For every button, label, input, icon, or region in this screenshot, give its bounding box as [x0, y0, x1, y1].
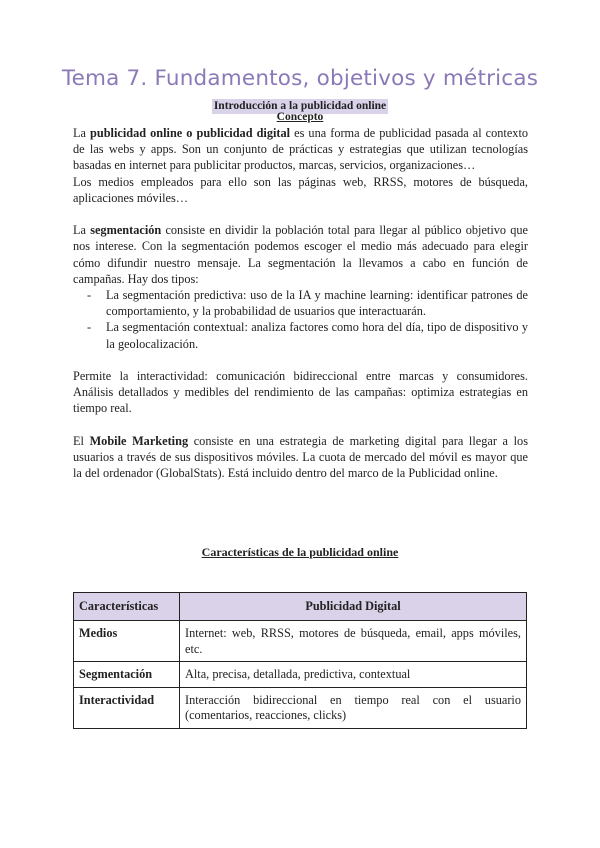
intro-bold-term: publicidad online o publicidad digital: [90, 126, 291, 140]
table-cell: Interactividad: [74, 687, 180, 728]
page-title: Tema 7. Fundamentos, objetivos y métricas: [61, 66, 539, 91]
segmentation-list: [73, 287, 528, 352]
table-header-cell: Publicidad Digital: [180, 593, 527, 621]
list-item: - La segmentación predictiva: uso de la IA y machine learning: identificar patrones de comportamiento, y la probabilidad de usuarios que interactuarán.: [106, 287, 528, 319]
table-title: Características de la publicidad online: [201, 545, 399, 559]
table-header-cell: Características: [74, 593, 180, 621]
section-subtitle: Introducción a la publicidad online: [213, 100, 387, 112]
intro-body: [73, 125, 528, 481]
table-cell: Medios: [74, 621, 180, 662]
table-row: [74, 662, 527, 688]
list-item: - La segmentación contextual: analiza factores como hora del día, tipo de dispositivo y la geolocalización.: [106, 319, 528, 351]
mobile-paragraph: El Mobile Marketing consiste en una estrategia de marketing digital para llegar a los usuarios a través de sus dispositivos móviles. La cuota de mercado del móvil es mayor que la del ordenador (GlobalStats). Está incluido dentro del marco de la Publicidad online.: [73, 433, 528, 481]
segmentation-paragraph: La segmentación consiste en dividir la población total para llegar al público objetivo que nos interese. Con la segmentación podemos escoger el medio más adecuado para elegir cómo difundir nuestro mensaje. La segmentación la llevamos a cabo en función de campañas. Hay dos tipos:: [73, 223, 528, 286]
table-cell: Interacción bidireccional en tiempo real con el usuario (comentarios, reacciones, clicks): [180, 687, 527, 728]
segmentation-bold-term: segmentación: [90, 223, 162, 238]
characteristics-table: [73, 592, 527, 729]
mobile-bold-term: Mobile Marketing: [89, 433, 189, 448]
interactivity-paragraph: Permite la interactividad: comunicación bidireccional entre marcas y consumidores. Análisis detallados y medibles del rendimiento de las campañas: optimiza estrategias en tiempo real.: [73, 369, 528, 416]
table-row: [74, 687, 527, 728]
media-paragraph: Los medios empleados para ello son las páginas web, RRSS, motores de búsqueda, aplicaciones móviles…: [73, 174, 528, 205]
concept-heading: Concepto: [276, 111, 324, 123]
table-header-row: [74, 593, 527, 621]
table-cell: Alta, precisa, detallada, predictiva, contextual: [180, 662, 527, 688]
table-cell: Segmentación: [74, 662, 180, 688]
table-row: [74, 621, 527, 662]
intro-paragraph: La publicidad online o publicidad digital es una forma de publicidad pasada al contexto de las webs y apps. Son un conjunto de prácticas y estrategias que utilizan tecnologías basadas en internet para publicitar productos, marcas, servicios, organizaciones…: [73, 126, 529, 173]
table-cell: Internet: web, RRSS, motores de búsqueda, email, apps móviles, etc.: [180, 621, 527, 662]
